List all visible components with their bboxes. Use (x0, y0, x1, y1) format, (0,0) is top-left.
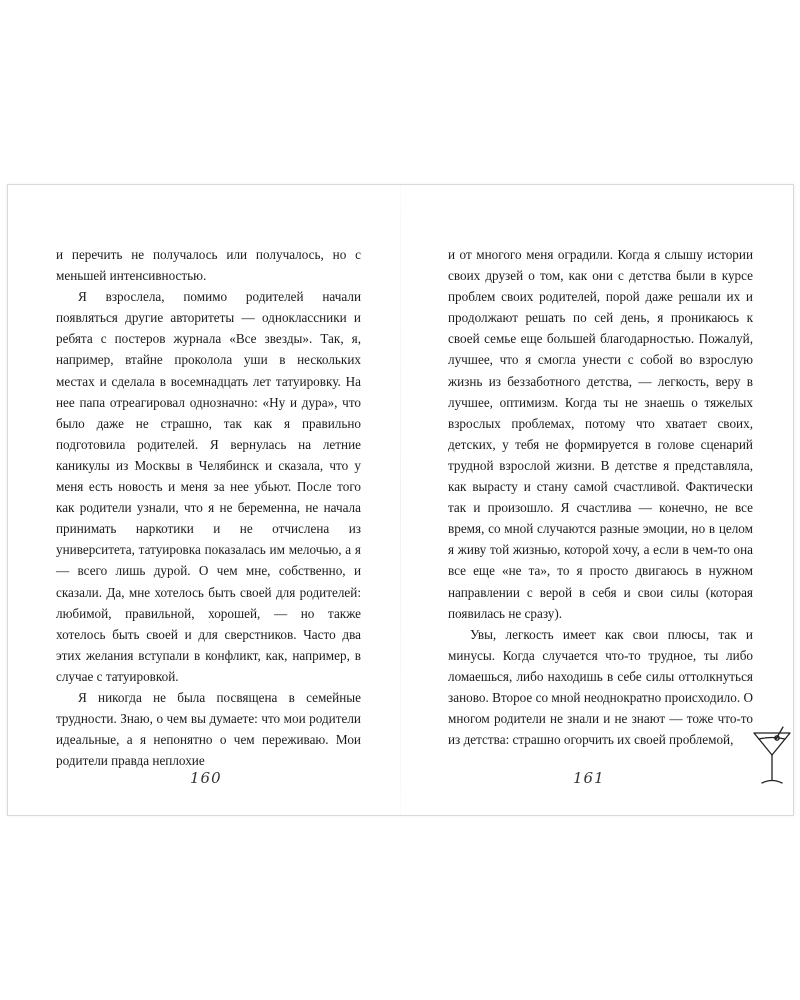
left-paragraph-3: Я никогда не была посвящена в семейные трудности. Знаю, о чем вы думаете: что мои родители идеальные, а я непонятно о чем переживаю. Мои родители правда неплохие (56, 689, 361, 769)
left-paragraph-1: и перечить не получалось или получалось, но с меньшей интенсивностью. (56, 247, 361, 284)
left-page-number: 160 (190, 769, 222, 787)
right-paragraph-1: и от многого меня оградили. Когда я слышу истории своих друзей о том, как они с детства были в курсе проблем своих родителей, порой даже решали их и продолжают решать по сей день, я проникаюсь к своей семье еще большей благодарностью. Пожалуй, лучшее, что я смогла унести с собой во взрослую жизнь из беззаботного детства, — легкость, веру в лучшее, оптимизм. Когда ты не знаешь о тяжелых взрослых проблемах, потому что хватает своих, детских, у тебя не формируется в голове сценарий трудной взрослой жизни. В детстве я представляла, как вырасту и стану самой счастливой. Фактически так и произошло. Я счастлива — конечно, не все время, со мной случаются разные эмоции, но в целом я живу той жизнью, которой хочу, а если в чем-то она все еще «не та», то я просто двигаюсь в нужном направлении с верой в себя и свои силы (которая появилась не сразу). (448, 247, 753, 621)
martini-glass-icon (750, 725, 794, 787)
right-page (448, 244, 753, 750)
right-paragraph-2: Увы, легкость имеет как свои плюсы, так и минусы. Когда случается что-то трудное, ты либо ломаешься, либо находишь в себе силы оттолкнуться заново. Второе со мной неоднократно происходило. О многом родители не знали и не знают — тоже что-то из детства: страшно огорчить их своей проблемой, (448, 626, 753, 748)
book-gutter (400, 185, 401, 815)
left-paragraph-2: Я взрослела, помимо родителей начали появляться другие авторитеты — одноклассники и ребята с постеров журнала «Все звезды». Так, я, например, втайне проколола уши в нескольких местах и сделала в восемнадцать лет татуировку. На нее папа отреагировал однозначно: «Ну и дура», что было даже не страшно, так как я правильно подготовила родителей. Я вернулась на летние каникулы из Москвы в Челябинск и сказала, что у меня есть новость и меня за нее убьют. После того как родители узнали, что я не беременна, не начала принимать наркотики и не отчислена из университета, татуировка показалась им мелочью, а я — всего лишь дурой. О чем мне, собственно, и сказали. Да, мне хотелось быть своей для родителей: любимой, правильной, хорошей, — но также хотелось быть своей и для сверстников. Часто два этих желания вступали в конфликт, как, например, в случае с татуировкой. (56, 289, 361, 684)
right-page-number: 161 (573, 769, 605, 787)
left-page (56, 244, 361, 771)
book-spread (7, 184, 794, 816)
